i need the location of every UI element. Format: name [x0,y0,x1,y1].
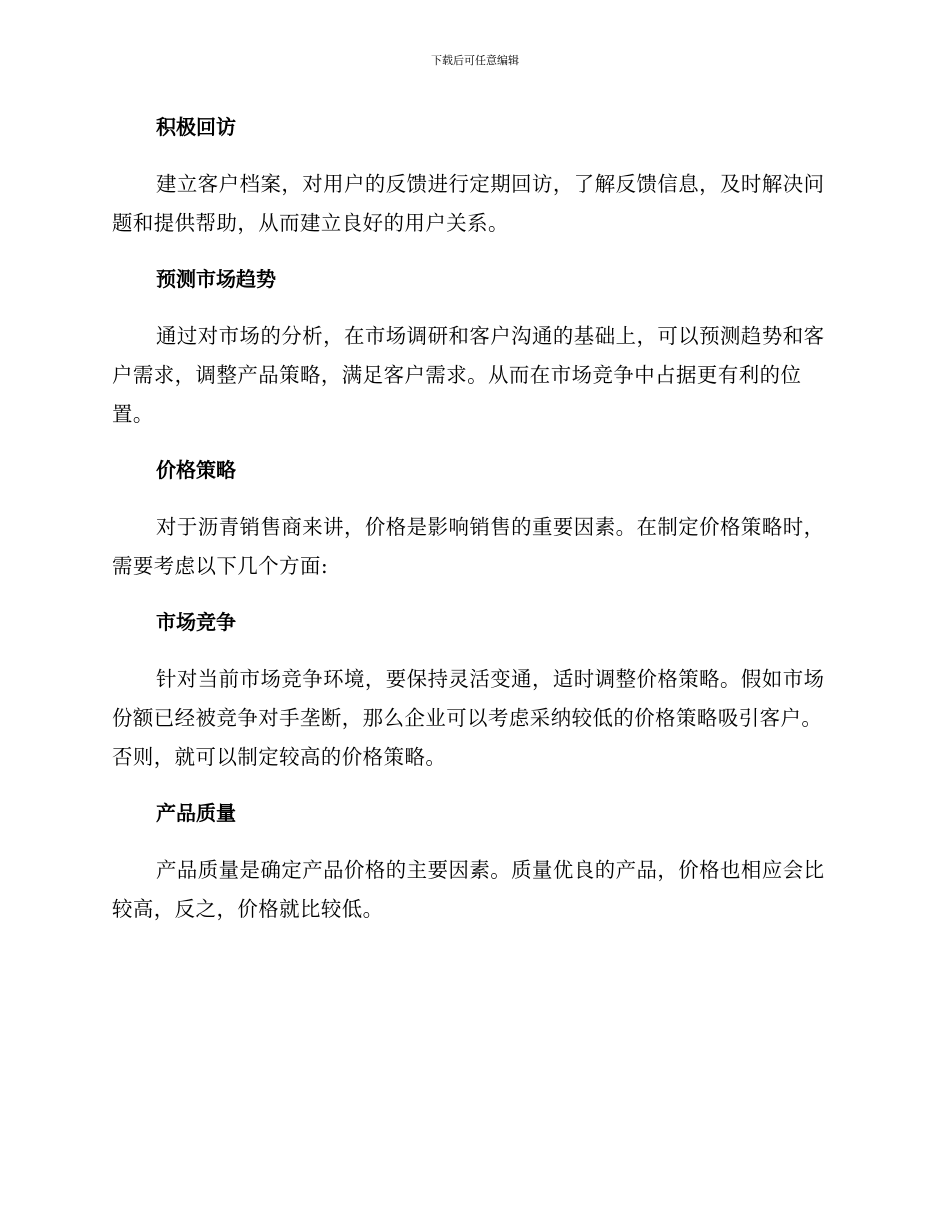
section-heading-pricing-strategy: 价格策略 [156,458,236,482]
section-paragraph-market-trend: 通过对市场的分析，在市场调研和客户沟通的基础上，可以预测趋势和客户需求，调整产品策略，满足客户需求。从而在市场竞争中占据更有利的位置。 [112,324,825,426]
page-header: 下载后可任意编辑 [431,54,519,67]
section-heading-product-quality: 产品质量 [156,801,236,825]
section-paragraph-product-quality: 产品质量是确定产品价格的主要因素。质量优良的产品，价格也相应会比较高，反之，价格就比较低。 [112,858,825,921]
section-paragraph-market-competition: 针对当前市场竞争环境，要保持灵活变通，适时调整价格策略。假如市场份额已经被竞争对手垄断，那么企业可以考虑采纳较低的价格策略吸引客户。否则，就可以制定较高的价格策略。 [112,667,825,769]
section-paragraph-follow-up: 建立客户档案，对用户的反馈进行定期回访，了解反馈信息，及时解决问题和提供帮助，从而建立良好的用户关系。 [112,172,825,235]
document-body [112,111,830,949]
section-paragraph-pricing-strategy: 对于沥青销售商来讲，价格是影响销售的重要因素。在制定价格策略时，需要考虑以下几个方面: [112,515,825,578]
section-heading-follow-up: 积极回访 [156,115,236,139]
section-heading-market-competition: 市场竞争 [156,610,236,634]
section-heading-market-trend: 预测市场趋势 [156,267,276,291]
